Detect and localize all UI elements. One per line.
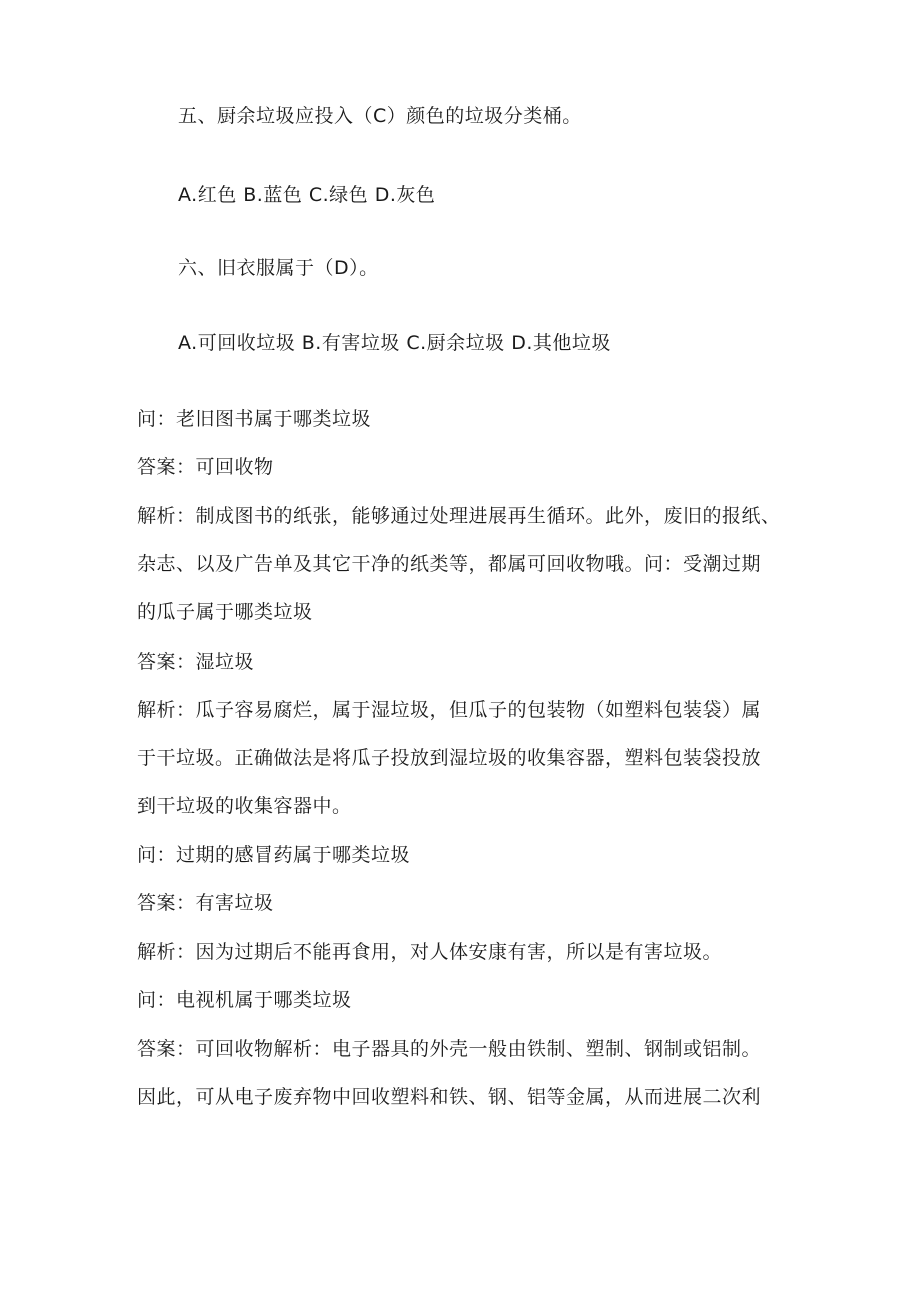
qa-question-seeds: 的瓜子属于哪类垃圾 — [137, 601, 313, 623]
qa-explanation-line: 解析：制成图书的纸张，能够通过处理进展再生循环。此外，废旧的报纸、 — [137, 505, 781, 527]
qa-question-medicine: 问：过期的感冒药属于哪类垃圾 — [137, 844, 411, 866]
qa-question-tv: 问：电视机属于哪类垃圾 — [137, 989, 352, 1011]
qa-answer-tv: 答案：可回收物解析：电子器具的外壳一般由铁制、塑制、钢制或铝制。 — [137, 1038, 762, 1060]
qa-explanation-line: 解析：因为过期后不能再食用，对人体安康有害，所以是有害垃圾。 — [137, 941, 723, 963]
question-6-options: A.可回收垃圾 B.有害垃圾 C.厨余垃圾 D.其他垃圾 — [178, 332, 611, 354]
qa-answer-books: 答案：可回收物 — [137, 456, 274, 478]
qa-explanation-line: 杂志、以及广告单及其它干净的纸类等，都属可回收物哦。问：受潮过期 — [137, 553, 762, 575]
qa-explanation-line: 于干垃圾。正确做法是将瓜子投放到湿垃圾的收集容器，塑料包装袋投放 — [137, 747, 762, 769]
question-5-options: A.红色 B.蓝色 C.绿色 D.灰色 — [178, 184, 436, 206]
qa-answer-seeds: 答案：湿垃圾 — [137, 651, 255, 673]
qa-explanation-line: 解析：瓜子容易腐烂，属于湿垃圾，但瓜子的包装物（如塑料包装袋）属 — [137, 699, 762, 721]
qa-question-books: 问：老旧图书属于哪类垃圾 — [137, 408, 372, 430]
question-6: 六、旧衣服属于（D）。 — [178, 257, 379, 279]
question-5: 五、厨余垃圾应投入（C）颜色的垃圾分类桶。 — [178, 105, 582, 127]
qa-explanation-line: 因此，可从电子废弃物中回收塑料和铁、钢、铝等金属，从而进展二次利 — [137, 1086, 762, 1108]
qa-answer-medicine: 答案：有害垃圾 — [137, 892, 274, 914]
qa-explanation-line: 到干垃圾的收集容器中。 — [137, 795, 352, 817]
